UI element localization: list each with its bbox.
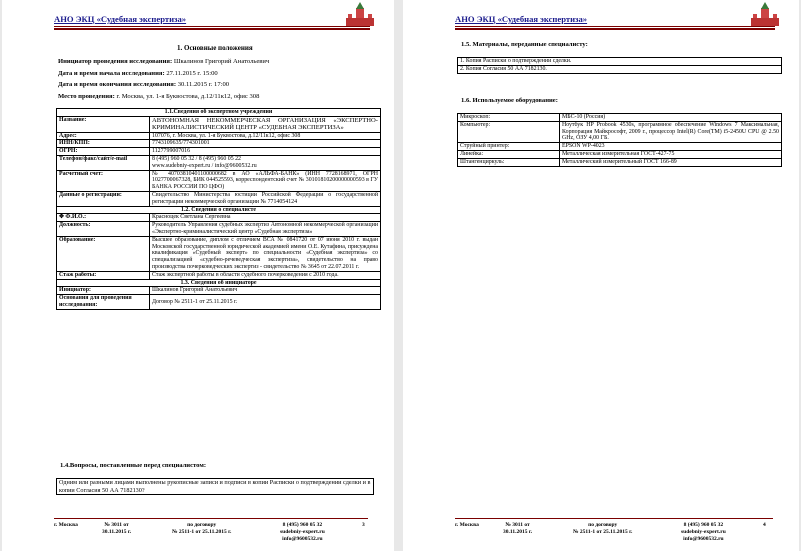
inn-value: 7743109635/774301001	[150, 140, 381, 148]
footer-email: info@9600532.ru	[282, 535, 323, 542]
footer-contract-line2: № 2511-1 от 25.11.2015 г.	[573, 528, 633, 535]
header-rule	[455, 26, 775, 27]
equipment-value: МБС-10 (Россия)	[560, 114, 782, 122]
phone-text: 8 (495) 960 05 32 / 8 (495) 960 05 22	[152, 156, 242, 162]
equipment-name: Струйный принтер:	[458, 143, 560, 151]
registration-value: Свидетельство Министерства юстиции Российской Федерации о государственной регистрации некоммерческой организации № 7714054124	[150, 191, 381, 206]
meta-end: Дата и время окончания исследования: 30.11.2015 г. 17:00	[58, 81, 230, 88]
material-item: 2. Копия Согласия 50 АА 7182130.	[458, 65, 782, 73]
equipment-title: 1.6. Используемое оборудование:	[461, 97, 558, 104]
fio-label	[57, 214, 150, 222]
expert-info-table	[56, 108, 381, 310]
footer-phone: 8 (495) 960 05 32	[282, 522, 323, 528]
footer-number-line2: 30.11.2015 г.	[102, 528, 132, 535]
account-value: № 40703810401100000682 в АО «АЛЬФА-БАНК» (ИНН 7728168971, ОГРН 1027700067328, БИК 044525593, корреспондентский счет № 30101810200000000593 в ГУ БАНКА РОССИИ ПО ЦФО)	[150, 170, 381, 191]
page-header: АНО ЭКЦ «Судебная экспертиза»	[54, 14, 187, 24]
ogrn-label: ОГРН:	[57, 148, 150, 156]
equipment-name: Микроскоп:	[458, 114, 560, 122]
position-value: Руководитель Управления судебных экспертиз Автономной некоммерческой организации «Экспертно-криминалистический центр «Судебная экспертиза»	[150, 222, 381, 237]
materials-table	[457, 57, 782, 74]
footer-rule	[54, 518, 368, 519]
experience-value: Стаж экспертной работы в области судебного почерковедения с 2010 года.	[150, 271, 381, 279]
ogrn-value: 1127799007016	[150, 148, 381, 156]
footer-site: sudebniy-expert.ru	[280, 528, 325, 535]
initiator-value: Шкалинов Григорий Анатольевич	[150, 287, 381, 295]
meta-initiator: Инициатор проведения исследования: Шкалинов Григорий Анатольевич	[58, 58, 270, 65]
initiator-label: Инициатор:	[57, 287, 150, 295]
footer-site: sudebniy-expert.ru	[681, 528, 726, 535]
document-page-3	[2, 0, 394, 551]
section-1-3: 1.3. Сведения об инициаторе	[57, 279, 381, 287]
experience-label: Стаж работы:	[57, 271, 150, 279]
kremlin-logo-icon	[346, 2, 374, 26]
footer-contacts	[681, 522, 726, 542]
equipment-name: Компьютер:	[458, 121, 560, 142]
section-1-2: 1.2. Сведения о специалисте	[57, 206, 381, 214]
education-value: Высшее образование, диплом с отличием ВСА № 0841720 от 07 июня 2010 г. выдан Московской государственной юридической академией имени О.Е. Кутафина, присуждена квалификация «Судебный эксперт» по специальности «Судебная экспертиза» со специализацией «судебно-речеведческая экспертиза», свидетельство на право производства почерковедческих экспертиз - свидетельство № 3645 от 22.07.2011 г.	[150, 236, 381, 271]
header-rule	[54, 28, 370, 30]
address-value: 107076, г. Москва, ул. 1-я Буквостова, д.12/11к12, офис 308	[150, 132, 381, 140]
meta-place: Место проведения: г. Москва, ул. 1-я Буквостова, д.12/11к12, офис 308	[58, 93, 260, 100]
document-page-4	[403, 0, 799, 551]
header-rule	[455, 28, 775, 30]
page-header: АНО ЭКЦ «Судебная экспертиза»	[455, 14, 588, 24]
site-email-text: www.sudebniy-expert.ru / info@9600532.ru	[152, 162, 257, 169]
footer-contract-line1: по договору	[588, 522, 618, 528]
registration-label: Данные о регистрации:	[57, 191, 150, 206]
footer-contract-line2: № 2511-1 от 25.11.2015 г.	[172, 528, 232, 535]
footer-city: г. Москва	[54, 522, 78, 528]
footer-number-line1: № 3011 от	[104, 522, 129, 528]
kremlin-logo-icon	[751, 2, 779, 26]
phone-label: Телефон/факс/сайт/e-mail	[57, 156, 150, 171]
account-label: Расчетный счет:	[57, 170, 150, 191]
question-text: Одним или разными лицами выполнены рукописные записи и подписи в копии Расписки о подтверждении сделки и в копии Согласия 50 АА 7182130?	[56, 478, 374, 495]
equipment-value: Металлический измерительный ГОСТ 166-89	[560, 158, 782, 166]
fio-label-text: Ф.И.О.:	[65, 214, 87, 221]
equipment-name: Штангенциркуль:	[458, 158, 560, 166]
equipment-value: Ноутбук HP Probook 4530s, программное обеспечение Windows 7 Максимальная, Корпорация Майкрософт, 2009 г., процессор Intel(R) Core(TM) i5-2450U CPU @ 2.50 GHz, ОЗУ 4,00 ГБ.	[560, 121, 782, 142]
education-label: Образование:	[57, 236, 150, 271]
material-item: 1. Копия Расписки о подтверждении сделки.	[458, 58, 782, 66]
footer-number-line2: 30.11.2015 г.	[503, 528, 533, 535]
basis-value: Договор № 2511-1 от 25.11.2015 г.	[150, 295, 381, 310]
questions-title: 1.4.Вопросы, поставленные перед специалистом:	[60, 462, 207, 469]
footer-phone: 8 (495) 960 05 32	[683, 522, 724, 528]
footer-contract-line1: по договору	[187, 522, 217, 528]
phone-value	[150, 156, 381, 171]
footer-contract	[172, 522, 231, 536]
page-number: 3	[362, 522, 365, 528]
inn-label: ИНН/КПП:	[57, 140, 150, 148]
footer-rule	[455, 518, 773, 519]
footer-contract	[573, 522, 632, 536]
footer-city: г. Москва	[455, 522, 479, 528]
footer-number	[102, 522, 131, 536]
section-1-1: 1.1.Сведения об экспертном учреждении	[57, 109, 381, 117]
basis-label: Основания для проведения исследования:	[57, 295, 150, 310]
footer-number	[503, 522, 532, 536]
equipment-name: Линейка:	[458, 150, 560, 158]
name-label: Название:	[57, 116, 150, 132]
name-value: АВТОНОМНАЯ НЕКОММЕРЧЕСКАЯ ОРГАНИЗАЦИЯ «ЭКСПЕРТНО-КРИМИНАЛИСТИЧЕСКИЙ ЦЕНТР «СУДЕБНАЯ ЭКСПЕРТИЗА»	[150, 116, 381, 132]
equipment-table	[457, 113, 782, 167]
position-label: Должность:	[57, 222, 150, 237]
move-handle-icon: ✥	[59, 214, 64, 221]
section-title: 1. Основные положения	[177, 44, 253, 52]
header-rule	[54, 26, 370, 27]
page-number: 4	[763, 522, 766, 528]
footer-number-line1: № 3011 от	[505, 522, 530, 528]
fio-value: Красноцек Светлана Сергеевна	[150, 214, 381, 222]
address-label: Адрес:	[57, 132, 150, 140]
equipment-value: EPSON WP-4023	[560, 143, 782, 151]
meta-start: Дата и время начала исследования: 27.11.2015 г. 15:00	[58, 70, 218, 77]
equipment-value: Металлическая измерительная ГОСТ-427-75	[560, 150, 782, 158]
footer-contacts	[280, 522, 325, 542]
materials-title: 1.5. Материалы, переданные специалисту:	[461, 41, 588, 48]
footer-email: info@9600532.ru	[683, 535, 724, 542]
